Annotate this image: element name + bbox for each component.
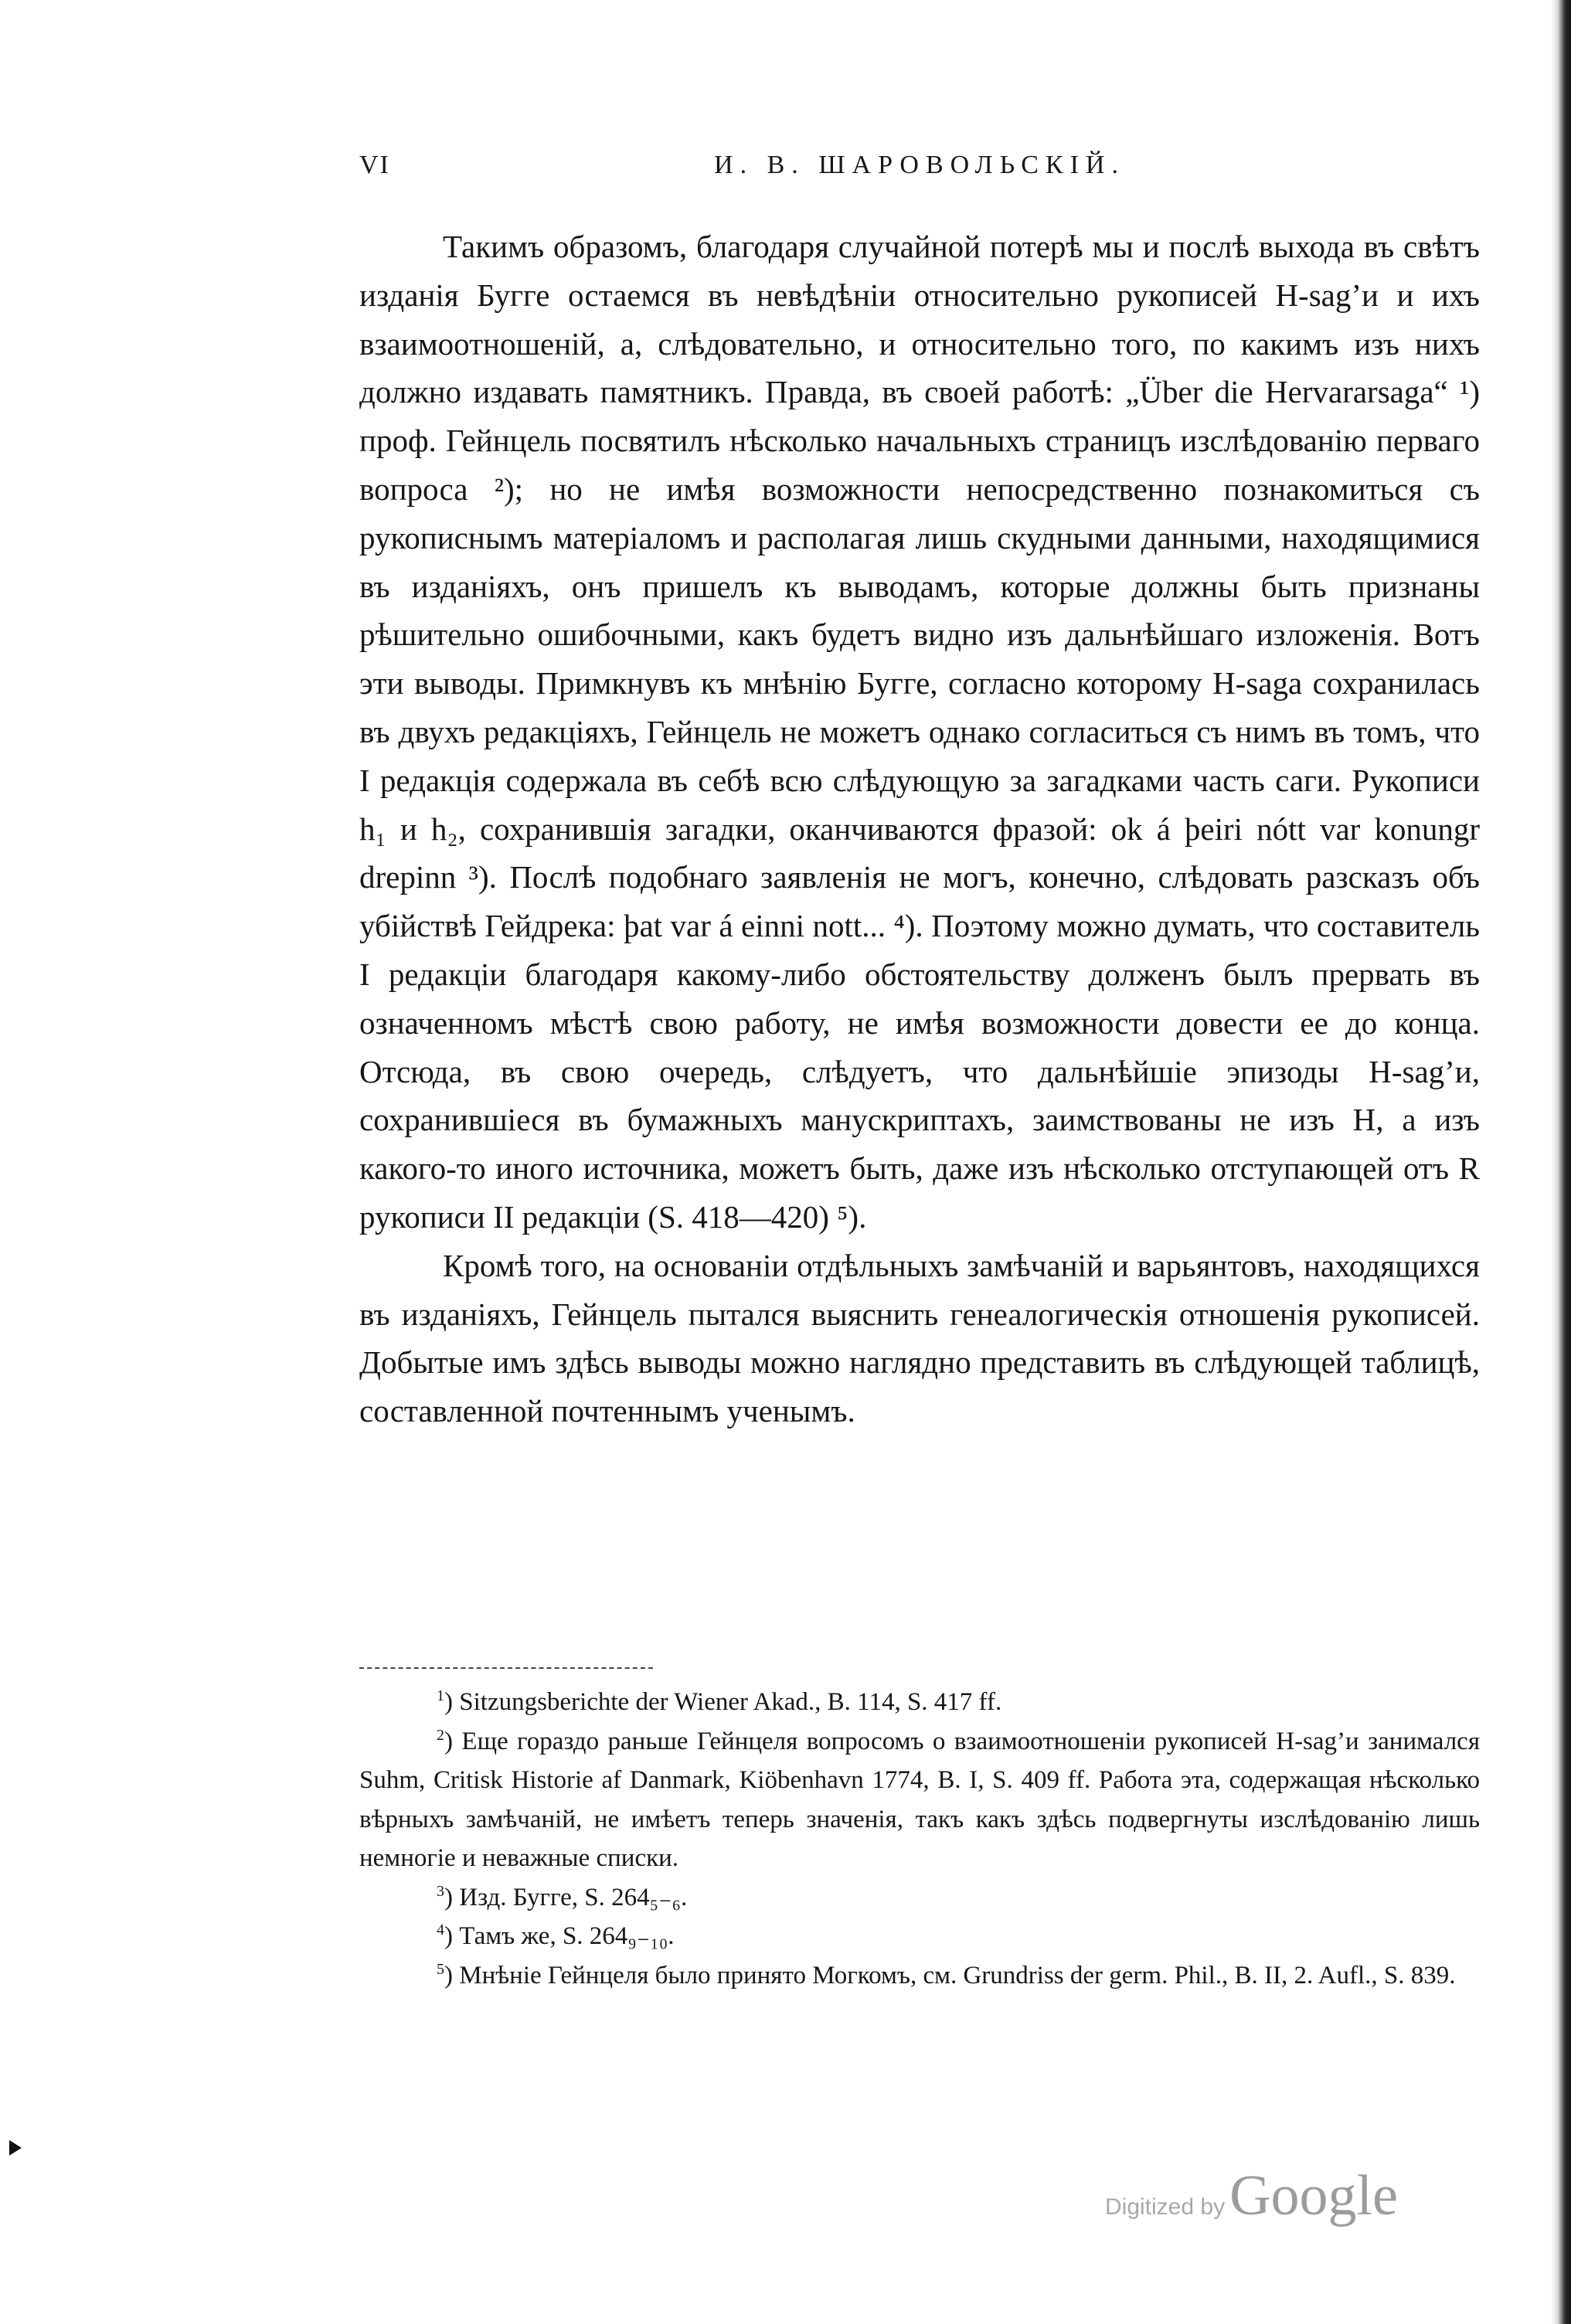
body-text <box>359 223 1480 1436</box>
running-head <box>359 151 1480 197</box>
paragraph: Кромѣ того, на основаніи отдѣльныхъ замѣчаній и варьянтовъ, находящихся въ изданіяхъ, Гейнцель пытался выяснить генеалогическія отношенія рукописей. Добытые имъ здѣсь выводы можно наглядно представить въ слѣдующей таблицѣ, составленной почтеннымъ ученымъ. <box>359 1247 1480 1429</box>
google-logo-text: Google <box>1229 2164 1398 2227</box>
footnotes <box>359 1683 1480 1995</box>
watermark-prefix: Digitized by <box>1105 2194 1226 2220</box>
footnote-marker: 5 <box>437 1960 444 1978</box>
digitized-by-google-watermark <box>1105 2163 1468 2241</box>
footnote-marker: 3 <box>437 1882 444 1900</box>
footnote-separator <box>359 1667 653 1669</box>
footnote: $^5$) Мнѣніе Гейнцеля было принято Могкомъ, см. Grundriss der germ. Phil., B. II, 2. Aufl., S. 839. <box>437 1960 1456 1989</box>
footnote-text: Sitzungsberichte der Wiener Akad., B. 114, S. 417 ff. <box>459 1688 1002 1716</box>
footnote-text: Тамъ же, S. 264₉₋₁₀. <box>459 1922 675 1950</box>
page-number: VI <box>359 151 390 179</box>
footnote: $^3$) Изд. Бугге, S. 264₅₋₆. <box>437 1882 688 1911</box>
footnote-text: Мнѣніе Гейнцеля было принято Могкомъ, см. Grundriss der germ. Phil., B. II, 2. Aufl., S. 839. <box>459 1961 1456 1989</box>
footnote: $^1$) Sitzungsberichte der Wiener Akad., B. 114, S. 417 ff. <box>437 1687 1002 1716</box>
footnote-marker: 1 <box>437 1687 444 1704</box>
footnote-text: Изд. Бугге, S. 264₅₋₆. <box>459 1883 688 1911</box>
binding-edge-shadow <box>1551 0 1571 2324</box>
paragraph: Такимъ образомъ, благодаря случайной потерѣ мы и послѣ выхода въ свѣтъ изданія Бугге остаемся въ невѣдѣніи относительно рукописей H-sag’и и ихъ взаимоотношеній, а, слѣдовательно, и относительно того, по какимъ изъ нихъ должно издавать памятникъ. Правда, въ своей работѣ: „Über die Hervararsaga“ ¹) проф. Гейнцель посвятилъ нѣсколько начальныхъ страницъ изслѣдованію перваго вопроса ²); но не имѣя возможности непосредственно познакомиться съ рукописнымъ матеріаломъ и располагая лишь скудными данными, находящимися въ изданіяхъ, онъ пришелъ къ выводамъ, которые должны быть признаны рѣшительно ошибочными, какъ будетъ видно изъ дальнѣйшаго изложенія. Вотъ эти выводы. Примкнувъ къ мнѣнію Бугге, согласно которому H-saga сохранилась въ двухъ редакціяхъ, Гейнцель не можетъ однако согласиться съ нимъ въ томъ, что I редакція содержала въ себѣ всю слѣдующую за загадками часть саги. Рукописи h₁ и h₂, сохранившія загадки, оканчиваются фразой: ok á þeiri nótt var konungr drepinn ³). Послѣ подобнаго заявленія не могъ, конечно, слѣдовать разсказъ объ убійствѣ Гейдрека: þat var á einni nott... ⁴). Поэтому можно думать, что составитель I редакціи благодаря какому-либо обстоятельству долженъ былъ прервать въ означенномъ мѣстѣ свою работу, не имѣя возможности довести ее до конца. Отсюда, въ свою очередь, слѣдуетъ, что дальнѣйшіе эпизоды H-sag’и, сохранившіеся въ бумажныхъ манускриптахъ, заимствованы не изъ H, а изъ какого-то иного источника, можетъ быть, даже изъ нѣсколько отступающей отъ R рукописи II редакціи (S. 418—420) ⁵). <box>359 229 1480 1235</box>
margin-arrow-mark <box>9 2140 22 2156</box>
footnote: $^2$) Еще гораздо раньше Гейнцеля вопросомъ о взаимоотношеніи рукописей H-sag’и занимался Suhm, Critisk Historie af Danmark, Kiöbenhavn 1774, B. I, S. 409 ff. Работа эта, содержащая нѣсколько вѣрныхъ замѣчаній, не имѣетъ теперь значенія, такъ какъ здѣсь подвергнуты изслѣдованію лишь немногіе и неважные списки. <box>359 1726 1480 1872</box>
footnote-text: Еще гораздо раньше Гейнцеля вопросомъ о взаимоотношеніи рукописей H-sag’и занимался Suhm, Critisk Historie af Danmark, Kiöbenhavn 1774, B. I, S. 409 ff. Работа эта, содержащая нѣсколько вѣрныхъ замѣчаній, не имѣетъ теперь значенія, такъ какъ здѣсь подвергнуты изслѣдованію лишь немногіе и неважные списки. <box>359 1727 1480 1872</box>
footnote: $^4$) Тамъ же, S. 264₉₋₁₀. <box>437 1921 675 1950</box>
footnote-marker: 4 <box>437 1921 444 1938</box>
running-head-title: И. В. ШАРОВОЛЬСКІЙ. <box>714 151 1125 179</box>
footnote-marker: 2 <box>437 1726 444 1744</box>
